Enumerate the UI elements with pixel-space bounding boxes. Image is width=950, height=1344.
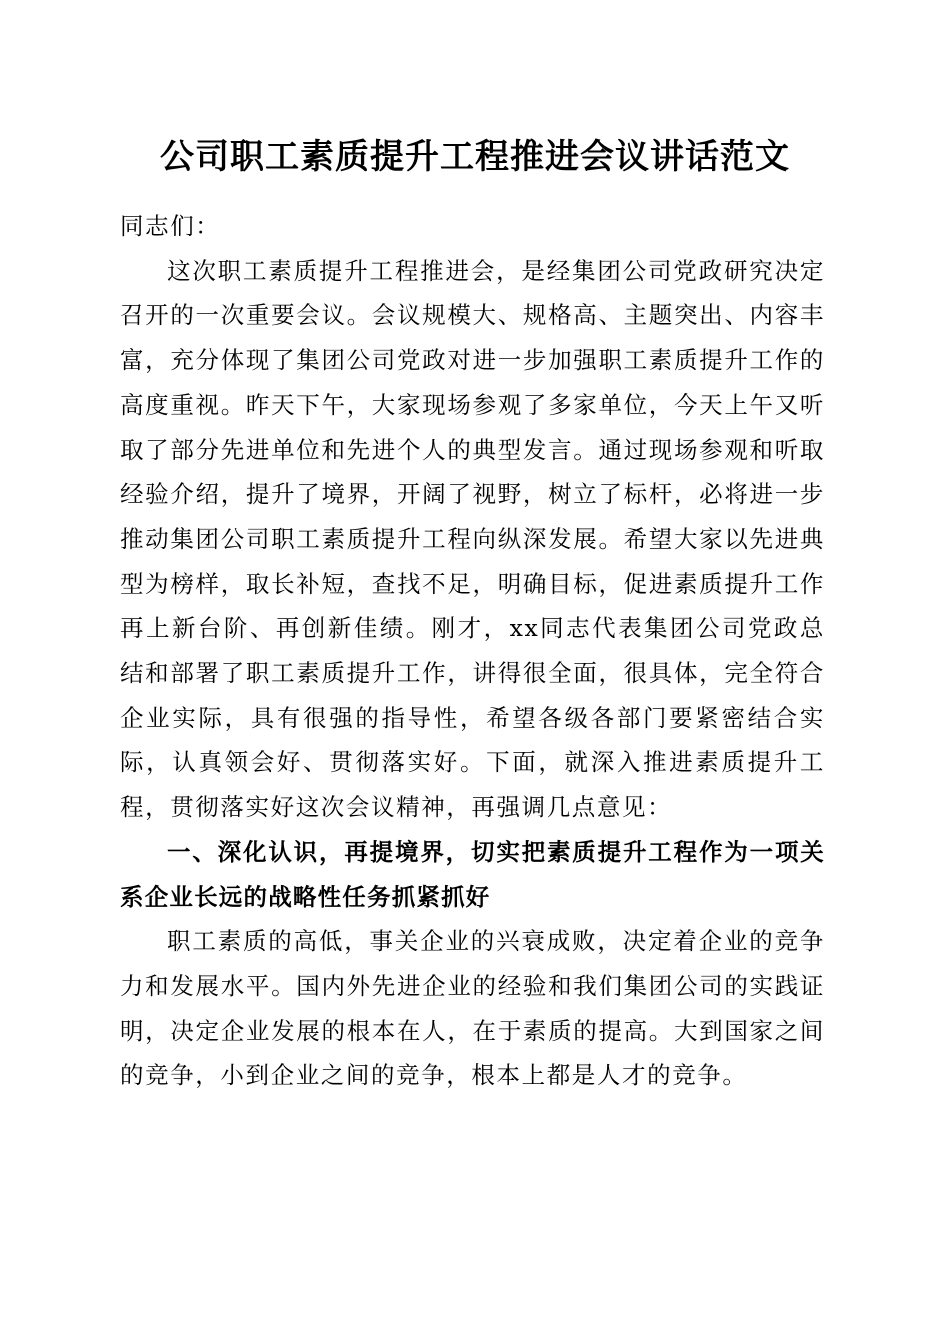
document-title: 公司职工素质提升工程推进会议讲话范文 [160, 137, 790, 177]
section-heading: 一、深化认识，再提境界，切实把素质提升工程作为一项关系企业长远的战略性任务抓紧抓好 [120, 837, 825, 911]
document-body [120, 204, 825, 1098]
intro-paragraph: 这次职工素质提升工程推进会，是经集团公司党政研究决定召开的一次重要会议。会议规模大、规格高、主题突出、内容丰富，充分体现了集团公司党政对进一步加强职工素质提升工作的高度重视。昨天下午，大家现场参观了多家单位，今天上午又听取了部分先进单位和先进个人的典型发言。通过现场参观和听取经验介绍，提升了境界，开阔了视野，树立了标杆，必将进一步推动集团公司职工素质提升工程向纵深发展。希望大家以先进典型为榜样，取长补短，查找不足，明确目标，促进素质提升工作再上新台阶、再创新佳绩。刚才，xx同志代表集团公司党政总结和部署了职工素质提升工作，讲得很全面，很具体，完全符合企业实际，具有很强的指导性，希望各级各部门要紧密结合实际，认真领会好、贯彻落实好。下面，就深入推进素质提升工程，贯彻落实好这次会议精神，再强调几点意见： [120, 256, 825, 822]
section-paragraph: 职工素质的高低，事关企业的兴衰成败，决定着企业的竞争力和发展水平。国内外先进企业的经验和我们集团公司的实践证明，决定企业发展的根本在人，在于素质的提高。大到国家之间的竞争，小到企业之间的竞争，根本上都是人才的竞争。 [120, 927, 825, 1090]
salutation: 同志们： [120, 212, 221, 240]
